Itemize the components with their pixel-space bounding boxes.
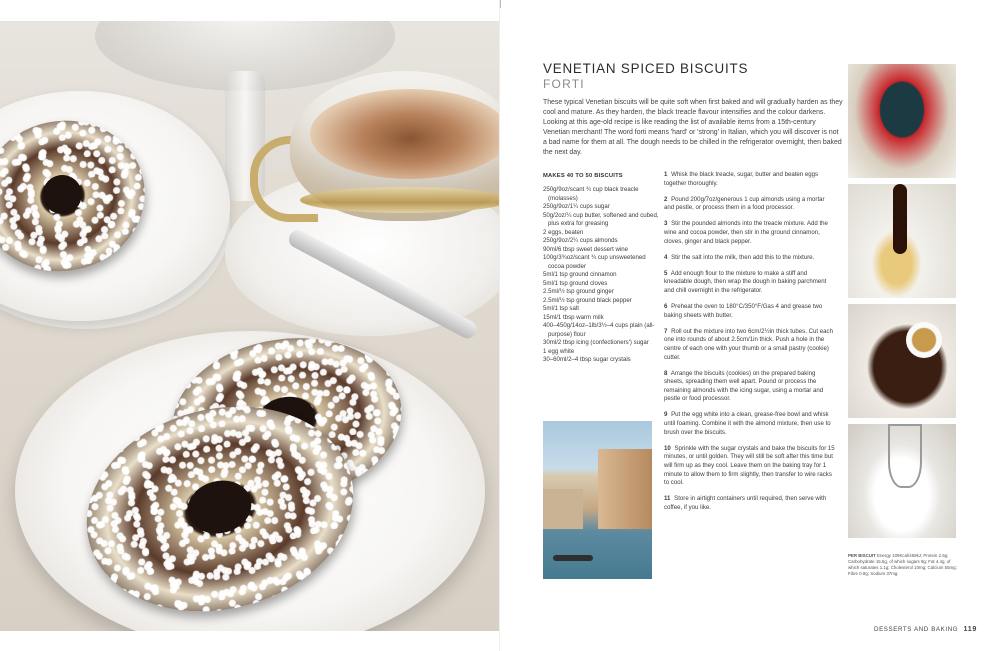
ingredient-list — [543, 186, 661, 365]
step-photo-pouring-treacle — [848, 184, 956, 298]
page-footer — [874, 624, 977, 633]
hero-photo — [0, 21, 500, 631]
method-step: 2 Pound 200g/7oz/generous 1 cup almonds using a mortar and pestle, or process them in a food processor. — [664, 195, 825, 212]
ingredient-item: 2 eggs, beaten — [543, 228, 584, 236]
ingredient-item: 2.5ml/½ tsp ground black pepper — [543, 296, 632, 304]
ingredient-item: 15ml/1 tbsp warm milk — [543, 313, 604, 321]
method-step: 11 Store in airtight containers until required, then serve with coffee, if you like. — [664, 495, 827, 511]
method-step: 8 Arrange the biscuits (cookies) on the prepared baking sheets, spreading them well apart. Pound or process the remaining almonds with the icing sugar, using a mortar and pestle or food processor. — [664, 369, 824, 403]
ingredient-item: 30ml/2 tbsp icing (confectioners') sugar — [543, 339, 649, 346]
ingredient-item: 400–450g/14oz–1lb/3½–4 cups plain (all-purpose) flour — [543, 322, 655, 338]
method-steps — [664, 171, 836, 520]
cappuccino-foam — [310, 89, 500, 179]
step-photo-egg-white — [848, 424, 956, 538]
step-photo-column — [848, 64, 956, 544]
method-step: 9 Put the egg white into a clean, grease-free bowl and whisk until foaming. Combine it with the almond mixture, then use to brush over the biscuits. — [664, 411, 831, 436]
method-step: 3 Stir the pounded almonds into the treacle mixture. Add the wine and cocoa powder, then stir in the ground cinnamon, cloves, ginger and black pepper. — [664, 220, 828, 245]
recipe-page — [500, 0, 1000, 651]
recipe-title: VENETIAN SPICED BISCUITS — [543, 61, 749, 76]
yield-heading: MAKES 40 TO 50 BISCUITS — [543, 173, 623, 179]
recipe-intro: These typical Venetian biscuits will be quite soft when first baked and will gradually harden as they cool and mature. As they harden, the black treacle flavour intensifies and the colour darkens. Looking at this age-old recipe is like reading the list of available items from a 15th-century Venetian merchant! The word forti means 'hard' or 'strong' in Italian, which you will discover is not a bad name for them at all. The dough needs to be chilled in the refrigerator overnight, then baked the next day. — [543, 99, 843, 156]
method-step: 6 Preheat the oven to 180°C/350°F/Gas 4 and grease two baking sheets with butter. — [664, 303, 823, 319]
ingredient-item: 5ml/1 tsp ground cloves — [543, 279, 608, 287]
nutrition-info — [848, 553, 958, 577]
step-photo-mixing — [848, 304, 956, 418]
section-name: DESSERTS AND BAKING — [874, 626, 959, 633]
venice-photo — [543, 421, 652, 579]
ingredient-item: 5ml/1 tsp salt — [543, 305, 579, 312]
ingredient-item: 250g/9oz/scant ¾ cup black treacle (molasses) — [543, 186, 639, 202]
method-step: 1 Whisk the black treacle, sugar, butter and beaten eggs together thoroughly. — [664, 171, 819, 187]
page-number: 119 — [963, 624, 977, 633]
ingredient-item: 90ml/6 tbsp sweet dessert wine — [543, 245, 629, 253]
ingredient-item: 1 egg white — [543, 347, 575, 355]
recipe-subtitle: FORTI — [543, 77, 585, 91]
ingredient-item: 2.5ml/½ tsp ground ginger — [543, 288, 614, 295]
ingredient-item: 250g/9oz/1¼ cups sugar — [543, 203, 610, 210]
ingredient-item: 100g/3¾oz/scant ¾ cup unsweetened cocoa powder — [543, 254, 646, 270]
method-step: 4 Stir the salt into the milk, then add this to the mixture. — [664, 253, 815, 261]
nutrition-text: Energy 109Kcal/459kJ; Protein 2.6g; Carbohydrate 15.5g, of which sugars 9g; Fat 4.4g, of which saturates 1.1g; Cholesterol 10mg; Calcium 55mg; Fibre 0.9g; Sodium 37mg. — [848, 553, 957, 576]
nutrition-label: PER BISCUIT — [848, 553, 876, 558]
ingredient-item: 5ml/1 tsp ground cinnamon — [543, 271, 617, 278]
ingredient-item: 50g/2oz/¼ cup butter, softened and cubed, plus extra for greasing — [543, 211, 659, 227]
method-step: 5 Add enough flour to the mixture to make a stiff and kneadable dough, then wrap the dough in baking parchment and chill overnight in the refrigerator. — [664, 269, 827, 294]
step-photo-treacle-tin — [848, 64, 956, 178]
method-step: 10 Sprinkle with the sugar crystals and bake the biscuits for 15 minutes, or until golden. They will still be soft after this time but will firm up as they cool. Leave them on the baking tray for 1 minute to allow them to firm slightly, then transfer to wire racks to cool. — [664, 444, 835, 487]
ingredient-item: 30–60ml/2–4 tbsp sugar crystals — [543, 356, 631, 363]
method-step: 7 Roll out the mixture into two 6cm/2½in thick tubes. Cut each one into rounds of about 2.5cm/1in thick. Push a hole in the centre of each one with your thumb or a small pastry (cookie) cutter. — [664, 327, 833, 361]
ingredient-item: 250g/9oz/2¼ cups almonds — [543, 237, 618, 244]
